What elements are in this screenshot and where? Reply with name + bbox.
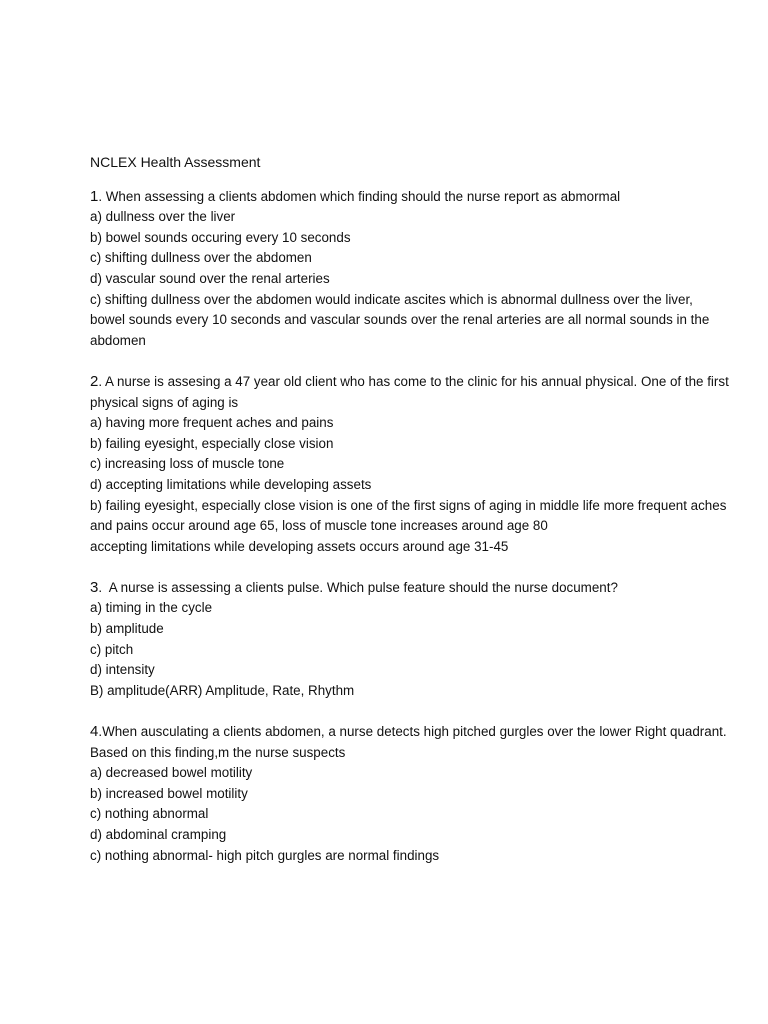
document-title: NCLEX Health Assessment: [90, 154, 261, 170]
question-3: [90, 578, 730, 702]
question-4: [90, 722, 730, 866]
question-number: 3: [90, 578, 99, 596]
option-c: c) pitch: [90, 641, 134, 657]
option-c: c) increasing loss of muscle tone: [90, 456, 285, 472]
answer-explanation: c) nothing abnormal- high pitch gurgles are normal findings: [90, 847, 440, 863]
question-stem: 2. A nurse is assesing a 47 year old client who has come to the clinic for his annual physical. One of the first physical signs of aging is: [90, 372, 729, 410]
option-a: a) dullness over the liver: [90, 209, 236, 225]
option-d: d) accepting limitations while developing assets: [90, 476, 372, 492]
answer-explanation: b) failing eyesight, especially close vision is one of the first signs of aging in middle life more frequent aches and pains occur around age 65, loss of muscle tone increases around age 80: [90, 497, 727, 534]
option-c: c) nothing abnormal: [90, 806, 209, 822]
question-stem: 3. A nurse is assessing a clients pulse. Which pulse feature should the nurse document?: [90, 578, 618, 596]
option-b: b) amplitude: [90, 621, 164, 637]
option-d: d) intensity: [90, 662, 155, 678]
option-a: a) decreased bowel motility: [90, 765, 253, 781]
question-2: [90, 372, 730, 557]
question-number: 1: [90, 187, 99, 205]
option-b: b) failing eyesight, especially close vision: [90, 435, 334, 451]
option-d: d) vascular sound over the renal arteries: [90, 270, 330, 286]
document-page: [90, 152, 730, 887]
answer-explanation: c) shifting dullness over the abdomen would indicate ascites which is abnormal dullness over the liver, bowel sounds every 10 seconds and vascular sounds over the renal arteries are all normal sounds in the abdomen: [90, 291, 710, 348]
question-stem: 1. When assessing a clients abdomen which finding should the nurse report as abmormal: [90, 187, 621, 205]
answer-explanation: B) amplitude(ARR) Amplitude, Rate, Rhythm: [90, 682, 355, 698]
option-b: b) bowel sounds occuring every 10 seconds: [90, 229, 351, 245]
option-d: d) abdominal cramping: [90, 827, 227, 842]
option-c: c) shifting dullness over the abdomen: [90, 250, 312, 266]
option-a: a) having more frequent aches and pains: [90, 415, 334, 431]
question-stem: 4.When ausculating a clients abdomen, a nurse detects high pitched gurgles over the lower Right quadrant. Based on this finding,m the nurse suspects: [90, 723, 727, 760]
question-number: 4: [90, 723, 99, 741]
option-a: a) timing in the cycle: [90, 600, 213, 616]
question-1: [90, 187, 730, 352]
option-b: b) increased bowel motility: [90, 785, 248, 801]
question-number: 2: [90, 372, 99, 390]
answer-explanation-continued: accepting limitations while developing assets occurs around age 31-45: [90, 538, 509, 554]
